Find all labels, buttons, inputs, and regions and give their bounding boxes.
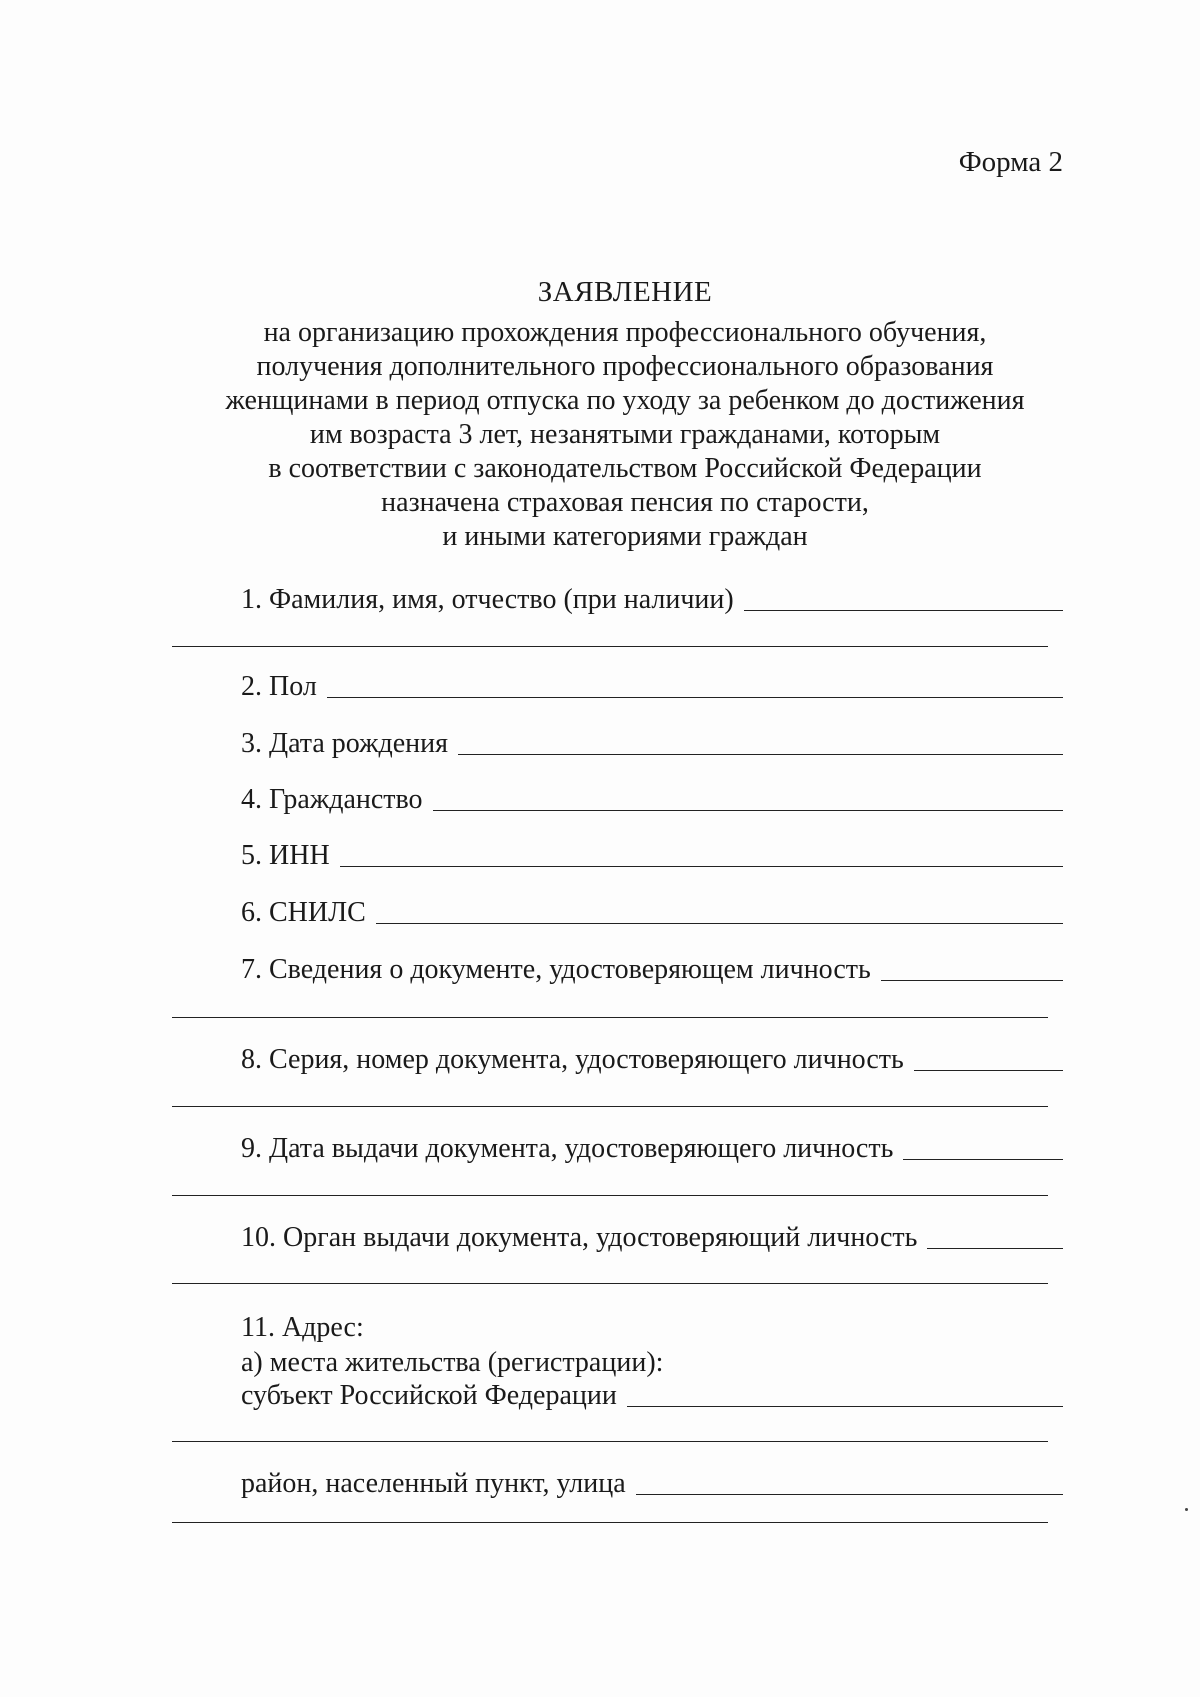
field-birth-date xyxy=(241,728,1063,760)
field-label: 7. Сведения о документе, удостоверяющем личность xyxy=(241,954,871,985)
document-series-number-blank[interactable] xyxy=(914,1069,1063,1071)
citizenship-blank[interactable] xyxy=(433,809,1063,811)
full-name-blank[interactable] xyxy=(744,609,1063,611)
field-document-issue-date xyxy=(241,1133,1063,1165)
field-label: 10. Орган выдачи документа, удостоверяющий личность xyxy=(241,1222,918,1253)
field-label: 8. Серия, номер документа, удостоверяющего личность xyxy=(241,1044,904,1075)
field-inn xyxy=(241,840,1063,872)
sex-blank[interactable] xyxy=(327,696,1063,698)
subtitle-line: получения дополнительного профессионального образования xyxy=(256,351,994,382)
field-label: 6. СНИЛС xyxy=(241,897,366,928)
birth-date-blank[interactable] xyxy=(458,753,1063,755)
field-full-name xyxy=(241,584,1063,616)
field-district-locality-street xyxy=(241,1468,1063,1500)
subtitle-line: на организацию прохождения профессионального обучения, xyxy=(263,317,987,348)
federal-subject-blank[interactable] xyxy=(627,1405,1063,1407)
document-title: ЗАЯВЛЕНИЕ xyxy=(537,276,713,308)
field-citizenship xyxy=(241,784,1063,816)
field-label: 5. ИНН xyxy=(241,840,330,871)
field-label: 1. Фамилия, имя, отчество (при наличии) xyxy=(241,584,734,615)
field-label: 9. Дата выдачи документа, удостоверяющего личность xyxy=(241,1133,894,1164)
document-issue-date-continuation-line[interactable] xyxy=(172,1195,1048,1196)
subtitle-line: им возраста 3 лет, незанятыми гражданами, которым xyxy=(309,419,941,450)
scan-speck xyxy=(1185,1508,1188,1511)
inn-blank[interactable] xyxy=(340,865,1063,867)
subtitle-line: в соответствии с законодательством Российской Федерации xyxy=(268,453,982,484)
field-sex xyxy=(241,671,1063,703)
field-issuing-authority xyxy=(241,1222,1063,1254)
field-label: 4. Гражданство xyxy=(241,784,423,815)
address-heading: 11. Адрес: xyxy=(241,1312,364,1343)
field-snils xyxy=(241,897,1063,929)
identity-document-blank[interactable] xyxy=(881,979,1063,981)
field-federal-subject xyxy=(241,1380,1063,1412)
district-locality-street-continuation-line[interactable] xyxy=(172,1522,1048,1523)
form-number: Форма 2 xyxy=(958,146,1063,178)
field-label: субъект Российской Федерации xyxy=(241,1380,617,1411)
document-issue-date-blank[interactable] xyxy=(903,1158,1063,1160)
field-label: 2. Пол xyxy=(241,671,317,702)
field-label: 3. Дата рождения xyxy=(241,728,448,759)
subtitle-line: и иными категориями граждан xyxy=(442,521,808,552)
identity-document-continuation-line[interactable] xyxy=(172,1017,1048,1018)
issuing-authority-blank[interactable] xyxy=(927,1247,1063,1249)
field-document-series-number xyxy=(241,1044,1063,1076)
district-locality-street-blank[interactable] xyxy=(636,1493,1063,1495)
snils-blank[interactable] xyxy=(376,922,1063,924)
subtitle-line: назначена страховая пенсия по старости, xyxy=(381,487,869,518)
full-name-continuation-line[interactable] xyxy=(172,646,1048,647)
document-series-number-continuation-line[interactable] xyxy=(172,1106,1048,1107)
subtitle-line: женщинами в период отпуска по уходу за ребенком до достижения xyxy=(225,385,1025,416)
document-subtitle xyxy=(0,316,1200,554)
federal-subject-continuation-line[interactable] xyxy=(172,1441,1048,1442)
field-label: район, населенный пункт, улица xyxy=(241,1468,626,1499)
field-identity-document xyxy=(241,954,1063,986)
issuing-authority-continuation-line[interactable] xyxy=(172,1283,1048,1284)
residence-address-heading: а) места жительства (регистрации): xyxy=(241,1347,664,1378)
